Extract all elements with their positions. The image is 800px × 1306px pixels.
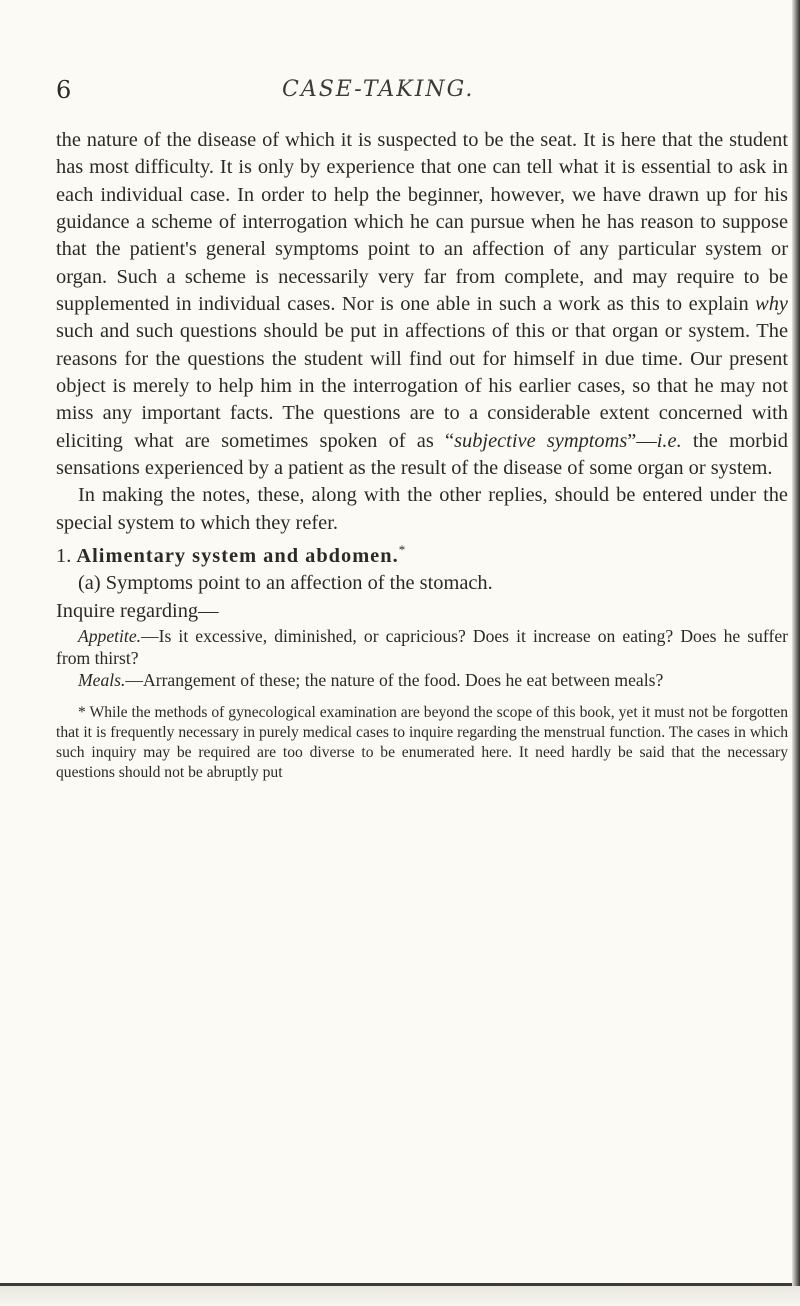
page-header — [56, 74, 756, 114]
page-bottom-shade — [0, 1286, 800, 1306]
question-appetite — [56, 625, 788, 669]
emphasis-why: why — [755, 293, 788, 316]
page-number: 6 — [56, 76, 72, 104]
paragraph-scheme-of-interrogation — [56, 127, 788, 482]
page-body — [56, 127, 788, 784]
question-label-appetite: Appetite. — [78, 625, 142, 646]
footnote-marker: * — [398, 542, 406, 558]
page-edge-shadow — [792, 0, 800, 1306]
question-label-meals: Meals. — [78, 669, 126, 690]
inquire-regarding: Inquire regarding— — [56, 599, 219, 622]
section-title: Alimentary system and abdomen. — [76, 545, 399, 568]
paragraph-text: the nature of the disease of which it is suspected to be the seat. It is here that the student has most difficulty. It is only by experience that one can tell what it is essential to ask in each individual case. In order to help the beginner, however, we have drawn up for his guidance a scheme of interrogation which he can pursue when he has reason to suppose that the patient's general symptoms point to an affection of any particular system or organ. Such a scheme is necessarily very far from complete, and may require to be supplemented in individual cases. Nor is one able in such a work as this to explain — [56, 129, 788, 316]
subsection-a — [56, 570, 788, 597]
paragraph-text: ”— — [627, 429, 657, 452]
running-title: CASE-TAKING. — [282, 77, 475, 102]
question-meals — [56, 669, 788, 691]
emphasis-subjective-symptoms: subjective symptoms — [454, 429, 628, 452]
question-text-appetite: —Is it excessive, diminished, or capricious? Does it increase on eating? Does he suffer from thirst? — [56, 625, 788, 668]
paragraph-text: the morbid sensations experienced by a patient as the result of the disease of some organ or system. — [56, 429, 788, 480]
section-number: 1. — [56, 545, 72, 568]
subsection-label: (a) — [78, 572, 101, 595]
paragraph-making-notes: In making the notes, these, along with the other replies, should be entered under the special system to which they refer. — [56, 484, 788, 534]
emphasis-ie: i.e. — [656, 429, 682, 452]
section-heading-alimentary — [56, 543, 788, 570]
footnote-gynecological: * While the methods of gynecological examination are beyond the scope of this book, yet it must not be forgotten that it is frequently necessary in purely medical cases to inquire regarding the menstrual function. The cases in which such inquiry may be required are too diverse to be enumerated here. It need hardly be said that the necessary questions should not be abruptly put — [56, 703, 788, 782]
question-text-meals: —Arrangement of these; the nature of the food. Does he eat between meals? — [125, 669, 664, 690]
paragraph-text: such and such questions should be put in affections of this or that organ or system. The reasons for the questions the student will find out for himself in due time. Our present object is merely to help him in the interrogation of his earlier cases, so that he may not miss any important facts. The questions are to a considerable extent concerned with eliciting what are sometimes spoken of as “ — [56, 320, 788, 452]
subsection-text: Symptoms point to an affection of the stomach. — [100, 572, 493, 595]
